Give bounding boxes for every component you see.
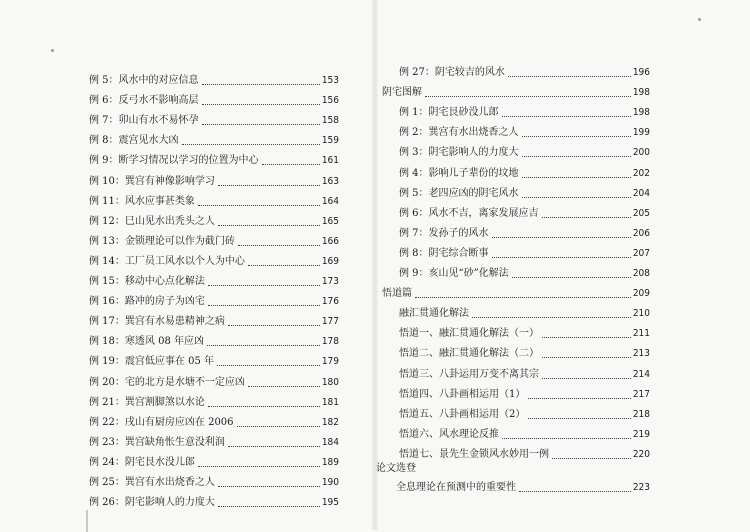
toc-entry[interactable] xyxy=(89,330,339,348)
toc-part-heading[interactable] xyxy=(382,282,650,300)
toc-entry-title: 例 22：戌山有厨房应凶在 2006 xyxy=(89,416,234,428)
dot-leader xyxy=(552,458,631,459)
dot-leader xyxy=(218,486,320,487)
toc-entry[interactable] xyxy=(89,391,339,409)
toc-entry-title: 例 25：巽宫有水出烧香之人 xyxy=(89,477,215,488)
toc-part-heading[interactable] xyxy=(382,81,650,99)
scan-mark xyxy=(86,510,88,532)
toc-entry-page-number: 206 xyxy=(632,227,650,239)
toc-entry[interactable] xyxy=(89,210,339,228)
toc-entry[interactable] xyxy=(89,451,339,469)
dot-leader xyxy=(218,185,320,186)
dot-leader xyxy=(522,177,631,178)
toc-entry-page-number: 205 xyxy=(632,207,650,219)
toc-entry-title: 例 15：移动中心点化解法 xyxy=(89,276,205,287)
toc-entry[interactable] xyxy=(89,411,339,429)
toc-entry-title: 悟道六、风水理论反推 xyxy=(399,428,499,440)
toc-entry-page-number: 165 xyxy=(321,215,339,227)
toc-entry-page-number: 210 xyxy=(632,308,650,320)
toc-entry[interactable] xyxy=(89,149,339,167)
dot-leader xyxy=(202,104,320,105)
toc-entry-page-number: 223 xyxy=(632,482,650,493)
toc-entry-page-number: 219 xyxy=(632,428,650,440)
toc-entry-page-number: 166 xyxy=(321,235,339,247)
toc-entry[interactable] xyxy=(89,69,339,87)
toc-entry-page-number: 200 xyxy=(632,147,650,159)
toc-entry-page-number: 217 xyxy=(632,388,650,400)
dot-leader xyxy=(237,426,320,427)
dot-leader xyxy=(522,197,631,198)
toc-entry-title: 悟道七、景先生金锁风水妙用一例 xyxy=(399,448,549,460)
toc-entry[interactable] xyxy=(399,322,650,340)
toc-entry-page-number: 181 xyxy=(321,396,339,408)
toc-entry-title: 例 19：震宫低应事在 05 年 xyxy=(89,356,214,368)
toc-entry-page-number: 196 xyxy=(632,67,650,78)
scan-mark xyxy=(51,49,54,52)
dot-leader xyxy=(228,446,320,447)
toc-entry-page-number: 173 xyxy=(321,276,339,287)
toc-entry-page-number: 182 xyxy=(321,416,339,428)
toc-entry-title: 例 8：震宫见水大凶 xyxy=(89,135,179,147)
dot-leader xyxy=(218,225,320,226)
toc-entry[interactable] xyxy=(399,443,650,461)
dot-leader xyxy=(502,116,631,117)
toc-entry[interactable] xyxy=(89,129,339,147)
toc-entry[interactable] xyxy=(399,342,650,360)
toc-entry-title: 例 11：风水应事甚类象 xyxy=(89,195,195,207)
toc-entry-page-number: 207 xyxy=(632,247,650,259)
toc-entry-title: 悟道二、融汇贯通化解法（二） xyxy=(399,348,539,360)
toc-entry-page-number: 189 xyxy=(321,456,339,468)
toc-entry-page-number: 190 xyxy=(321,477,339,488)
toc-entry-page-number: 211 xyxy=(632,328,650,340)
dot-leader xyxy=(542,217,631,218)
toc-entry[interactable] xyxy=(89,290,339,308)
toc-entry-page-number: 199 xyxy=(632,127,650,139)
toc-entry-title: 悟道三、八卦运用万变不离其宗 xyxy=(399,368,539,380)
toc-entry-title: 阴宅图解 xyxy=(382,87,422,99)
dot-leader xyxy=(508,76,631,77)
dot-leader xyxy=(542,378,631,379)
dot-leader xyxy=(542,337,631,338)
toc-entry-page-number: 198 xyxy=(632,87,650,99)
toc-entry-title: 例 20：宅的北方是水塘不一定应凶 xyxy=(89,376,245,388)
toc-entry-page-number: 198 xyxy=(632,107,650,119)
toc-entry-title: 全息理论在预测中的重要性 xyxy=(396,482,516,493)
toc-entry-title: 悟道一、融汇贯通化解法（一） xyxy=(399,328,539,340)
toc-entry[interactable] xyxy=(399,202,650,220)
dot-leader xyxy=(208,305,320,306)
toc-entry-title: 悟道篇 xyxy=(382,288,412,300)
dot-leader xyxy=(528,418,630,419)
toc-entry[interactable] xyxy=(89,190,339,208)
dot-leader xyxy=(218,506,320,507)
dot-leader xyxy=(208,406,320,407)
toc-entry-page-number: 209 xyxy=(632,288,650,300)
toc-entry[interactable] xyxy=(399,423,650,441)
toc-entry-page-number: 169 xyxy=(321,255,339,267)
toc-entry-title: 例 6：风水不吉，离家发展应吉 xyxy=(399,207,539,219)
toc-entry-page-number: 158 xyxy=(321,115,339,127)
toc-entry[interactable] xyxy=(89,371,339,389)
toc-entry-title: 例 2：巽宫有水出烧香之人 xyxy=(399,127,519,139)
dot-leader xyxy=(492,257,631,258)
toc-entry-page-number: 164 xyxy=(321,195,339,207)
toc-entry-title: 例 7：发孙子的风水 xyxy=(399,227,489,239)
toc-entry[interactable] xyxy=(399,141,650,159)
dot-leader xyxy=(415,297,631,298)
dot-leader xyxy=(492,237,631,238)
dot-leader xyxy=(519,491,631,492)
toc-entry-title: 例 1：阴宅艮砂没儿郎 xyxy=(399,107,499,119)
toc-entry[interactable] xyxy=(89,170,339,188)
toc-entry[interactable] xyxy=(399,363,650,381)
toc-entry-page-number: 177 xyxy=(321,316,339,328)
toc-entry-page-number: 156 xyxy=(321,95,339,107)
toc-entry-page-number: 213 xyxy=(632,348,650,360)
toc-entry-page-number: 159 xyxy=(321,135,339,147)
toc-entry-title: 例 26：阴宅影响人的力度大 xyxy=(89,497,215,509)
toc-entry[interactable] xyxy=(89,270,339,288)
toc-entry-title: 例 12：巳山见水出秃头之人 xyxy=(89,215,215,227)
dot-leader xyxy=(262,164,320,165)
dot-leader xyxy=(528,398,630,399)
toc-entry-page-number: 163 xyxy=(321,175,339,187)
dot-leader xyxy=(238,245,320,246)
toc-entry-page-number: 220 xyxy=(632,448,650,460)
toc-entry-title: 例 8：阴宅综合断事 xyxy=(399,247,489,259)
dot-leader xyxy=(248,265,320,266)
toc-entry[interactable] xyxy=(399,182,650,200)
toc-entry[interactable] xyxy=(399,162,650,180)
toc-entry-title: 例 6：反弓水不影响高层 xyxy=(89,95,199,107)
toc-entry[interactable] xyxy=(89,89,339,107)
toc-entry-title: 例 5：风水中的对应信息 xyxy=(89,75,199,86)
toc-section-heading[interactable]: 论文选登 xyxy=(376,463,416,474)
toc-entry[interactable] xyxy=(399,302,650,320)
toc-entry-title: 例 13：金锁理论可以作为截门砖 xyxy=(89,235,235,247)
dot-leader xyxy=(425,96,631,97)
toc-entry[interactable] xyxy=(399,101,650,119)
dot-leader xyxy=(198,466,320,467)
toc-entry[interactable] xyxy=(399,61,650,79)
dot-leader xyxy=(248,386,320,387)
toc-entry-title: 悟道五、八卦画相运用（2） xyxy=(399,408,526,420)
toc-entry[interactable] xyxy=(89,471,339,489)
dot-leader xyxy=(512,277,631,278)
toc-entry[interactable] xyxy=(89,310,339,328)
dot-leader xyxy=(502,438,631,439)
toc-entry-title: 例 10：巽宫有神像影响学习 xyxy=(89,175,215,187)
toc-entry[interactable] xyxy=(89,350,339,368)
toc-entry-title: 例 9：断学习情况以学习的位置为中心 xyxy=(89,155,259,167)
toc-entry-page-number: 204 xyxy=(632,187,650,199)
toc-entry-title: 例 21：巽宫割脚煞以水论 xyxy=(89,396,205,408)
dot-leader xyxy=(472,317,631,318)
toc-entry-page-number: 176 xyxy=(321,296,339,308)
toc-entry-page-number: 202 xyxy=(632,167,650,179)
right-page xyxy=(375,0,750,530)
toc-entry[interactable] xyxy=(399,242,650,260)
toc-entry[interactable] xyxy=(89,491,339,509)
scan-mark xyxy=(698,18,701,21)
toc-entry[interactable] xyxy=(399,222,650,240)
toc-entry-title: 例 27：阴宅较吉的风水 xyxy=(399,67,505,78)
dot-leader xyxy=(542,357,631,358)
dot-leader xyxy=(207,345,320,346)
dot-leader xyxy=(522,136,631,137)
toc-entry-title: 例 7：卯山有水不易怀孕 xyxy=(89,115,199,127)
dot-leader xyxy=(202,84,320,85)
dot-leader xyxy=(208,285,320,286)
toc-entry[interactable] xyxy=(396,476,650,494)
toc-entry[interactable] xyxy=(399,121,650,139)
toc-entry-page-number: 179 xyxy=(321,356,339,368)
toc-entry-page-number: 161 xyxy=(321,155,339,167)
toc-entry-page-number: 195 xyxy=(321,497,339,509)
toc-entry-page-number: 218 xyxy=(632,408,650,420)
toc-entry-title: 例 17：巽宫有水易患精神之病 xyxy=(89,316,225,328)
toc-entry-page-number: 178 xyxy=(321,336,339,348)
dot-leader xyxy=(182,144,320,145)
toc-entry-page-number: 180 xyxy=(321,376,339,388)
toc-entry[interactable] xyxy=(89,431,339,449)
toc-entry-title: 例 3：阴宅影响人的力度大 xyxy=(399,147,519,159)
toc-entry-title: 例 14：工厂员工风水以个人为中心 xyxy=(89,255,245,267)
dot-leader xyxy=(198,205,320,206)
toc-entry[interactable] xyxy=(399,383,650,401)
toc-entry[interactable] xyxy=(89,230,339,248)
toc-entry-title: 例 9：亥山见“砂”化解法 xyxy=(399,268,509,279)
toc-entry-title: 悟道四、八卦画相运用（1） xyxy=(399,388,526,400)
toc-entry-title: 例 18：寒透风 08 年应凶 xyxy=(89,336,204,348)
toc-entry-title: 例 16：路冲的房子为凶宅 xyxy=(89,296,205,308)
dot-leader xyxy=(217,365,320,366)
toc-entry-title: 例 24：阴宅艮水没儿郎 xyxy=(89,456,195,468)
toc-entry-page-number: 214 xyxy=(632,368,650,380)
toc-entry[interactable] xyxy=(89,109,339,127)
toc-entry-title: 例 4：影响儿子辈份的坟地 xyxy=(399,167,519,179)
toc-entry-title: 例 23：巽宫缺角怅生意没利润 xyxy=(89,436,225,448)
toc-entry-title: 融汇贯通化解法 xyxy=(399,308,469,320)
toc-entry[interactable] xyxy=(89,250,339,268)
toc-entry[interactable] xyxy=(399,403,650,421)
dot-leader xyxy=(202,124,320,125)
dot-leader xyxy=(228,325,320,326)
toc-entry[interactable] xyxy=(399,262,650,280)
toc-entry-page-number: 184 xyxy=(321,436,339,448)
toc-entry-title: 例 5：老四应凶的阴宅风水 xyxy=(399,187,519,199)
toc-entry-page-number: 208 xyxy=(632,268,650,279)
left-page xyxy=(0,0,375,530)
dot-leader xyxy=(522,156,631,157)
toc-entry-page-number: 153 xyxy=(321,75,339,86)
